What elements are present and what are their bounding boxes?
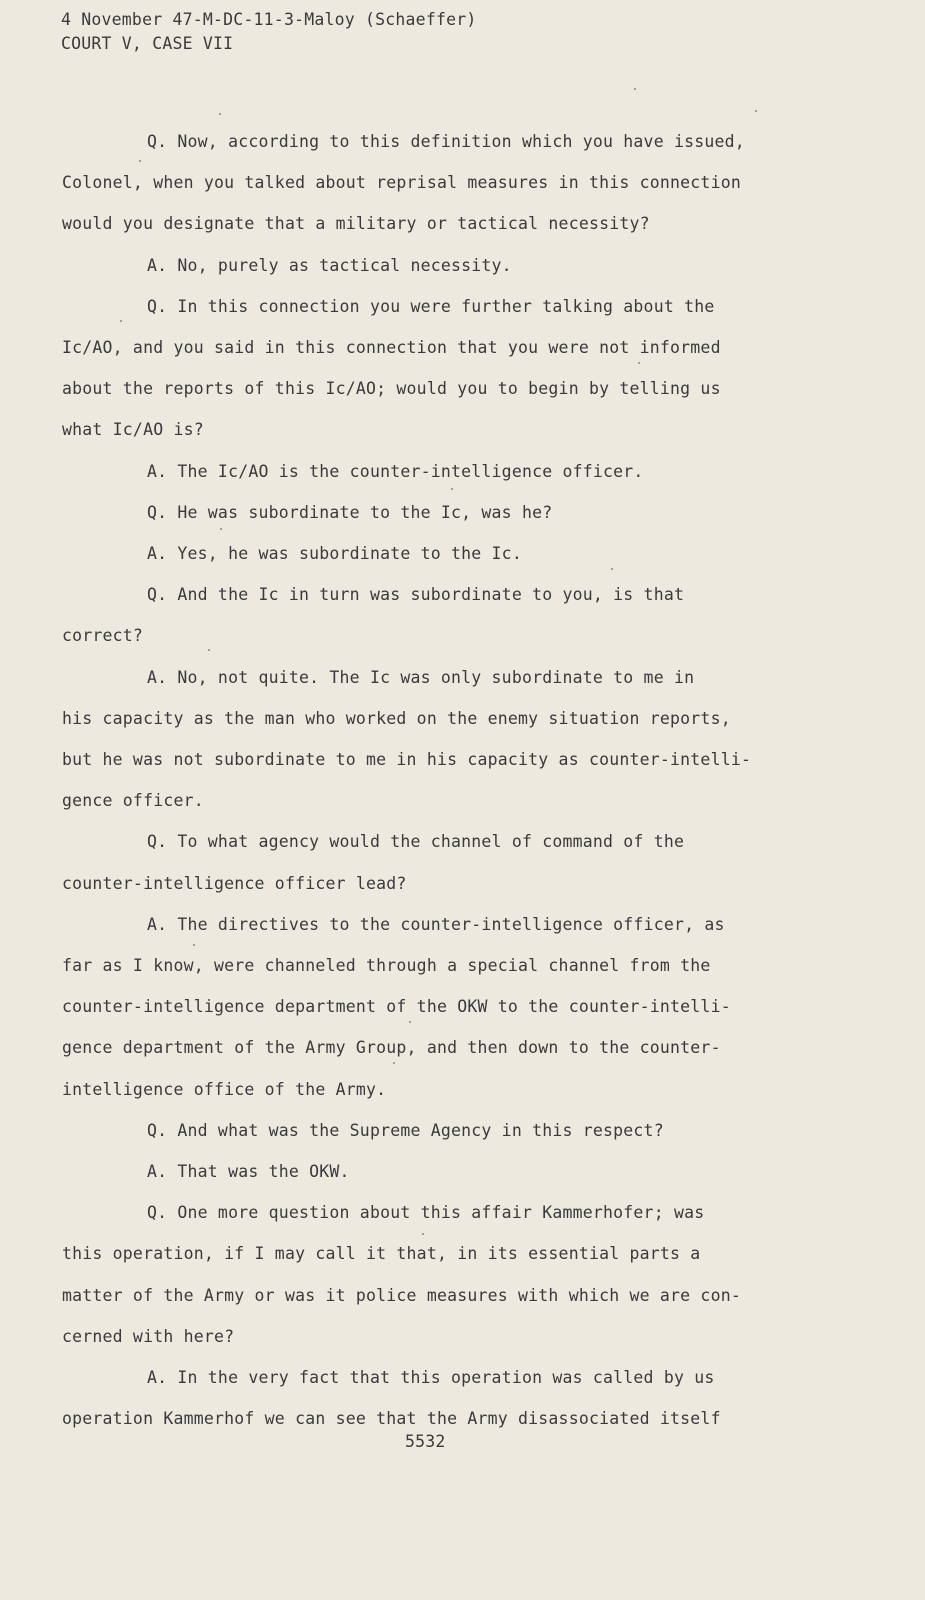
paper-speck xyxy=(393,1062,395,1064)
paper-speck xyxy=(638,362,640,364)
paper-speck xyxy=(755,110,757,112)
transcript-paragraph: A. The Ic/AO is the counter-intelligence officer. xyxy=(147,461,644,481)
transcript-paragraph: Q. To what agency would the channel of command of the counter-intelligence officer lead? xyxy=(62,832,685,893)
paper-speck xyxy=(634,88,636,90)
transcript-paragraph: A. No, purely as tactical necessity. xyxy=(147,255,512,275)
page-number: 5532 xyxy=(405,1432,446,1451)
paper-speck xyxy=(139,160,141,162)
paper-speck xyxy=(409,1021,411,1023)
transcript-paragraph: A. The directives to the counter-intelligence officer, as far as I know, were channeled through a special channel from the counter-intelligence department of the OKW to the counter-intelli- gence department of the Army Group, and then down to the counter- intelligence office of the Army. xyxy=(62,914,731,1099)
transcript-paragraph: Q. He was subordinate to the Ic, was he? xyxy=(147,502,553,522)
paper-speck xyxy=(220,528,222,530)
transcript-paragraph: Q. And what was the Supreme Agency in this respect? xyxy=(147,1120,664,1140)
transcript-paragraph: A. That was the OKW. xyxy=(147,1162,350,1182)
header-line-court-case: COURT V, CASE VII xyxy=(61,34,234,53)
transcript-paragraph: A. No, not quite. The Ic was only subordinate to me in his capacity as the man who worked on the enemy situation reports, but he was not subordinate to me in his capacity as counter-intelli- gence officer. xyxy=(62,667,752,811)
paper-speck xyxy=(451,488,453,490)
header-line-date-reference: 4 November 47-M-DC-11-3-Maloy (Schaeffer) xyxy=(61,10,477,29)
paper-speck xyxy=(219,113,221,115)
transcript-paragraph: Q. Now, according to this definition which you have issued, Colonel, when you talked about reprisal measures in this connection would you designate that a military or tactical necessity? xyxy=(62,132,745,234)
paper-speck xyxy=(611,568,613,570)
paper-speck xyxy=(193,944,195,946)
paper-speck xyxy=(422,1233,424,1235)
paper-speck xyxy=(120,320,122,322)
document-header xyxy=(61,8,477,56)
paper-speck xyxy=(208,649,210,651)
transcript-paragraph: A. Yes, he was subordinate to the Ic. xyxy=(147,544,522,564)
transcript-paragraph: Q. One more question about this affair Kammerhofer; was this operation, if I may call it that, in its essential parts a matter of the Army or was it police measures with which we are con- cerned with here? xyxy=(62,1203,741,1346)
transcript-paragraph: Q. And the Ic in turn was subordinate to you, is that correct? xyxy=(62,585,685,646)
transcript-paragraph: Q. In this connection you were further talking about the Ic/AO, and you said in this connection that you were not informed about the reports of this Ic/AO; would you to begin by telling us what Ic/AO is? xyxy=(62,296,721,440)
transcript-body xyxy=(62,121,784,1440)
transcript-paragraph: A. In the very fact that this operation was called by us operation Kammerhof we can see that the Army disassociated itself xyxy=(62,1368,721,1429)
